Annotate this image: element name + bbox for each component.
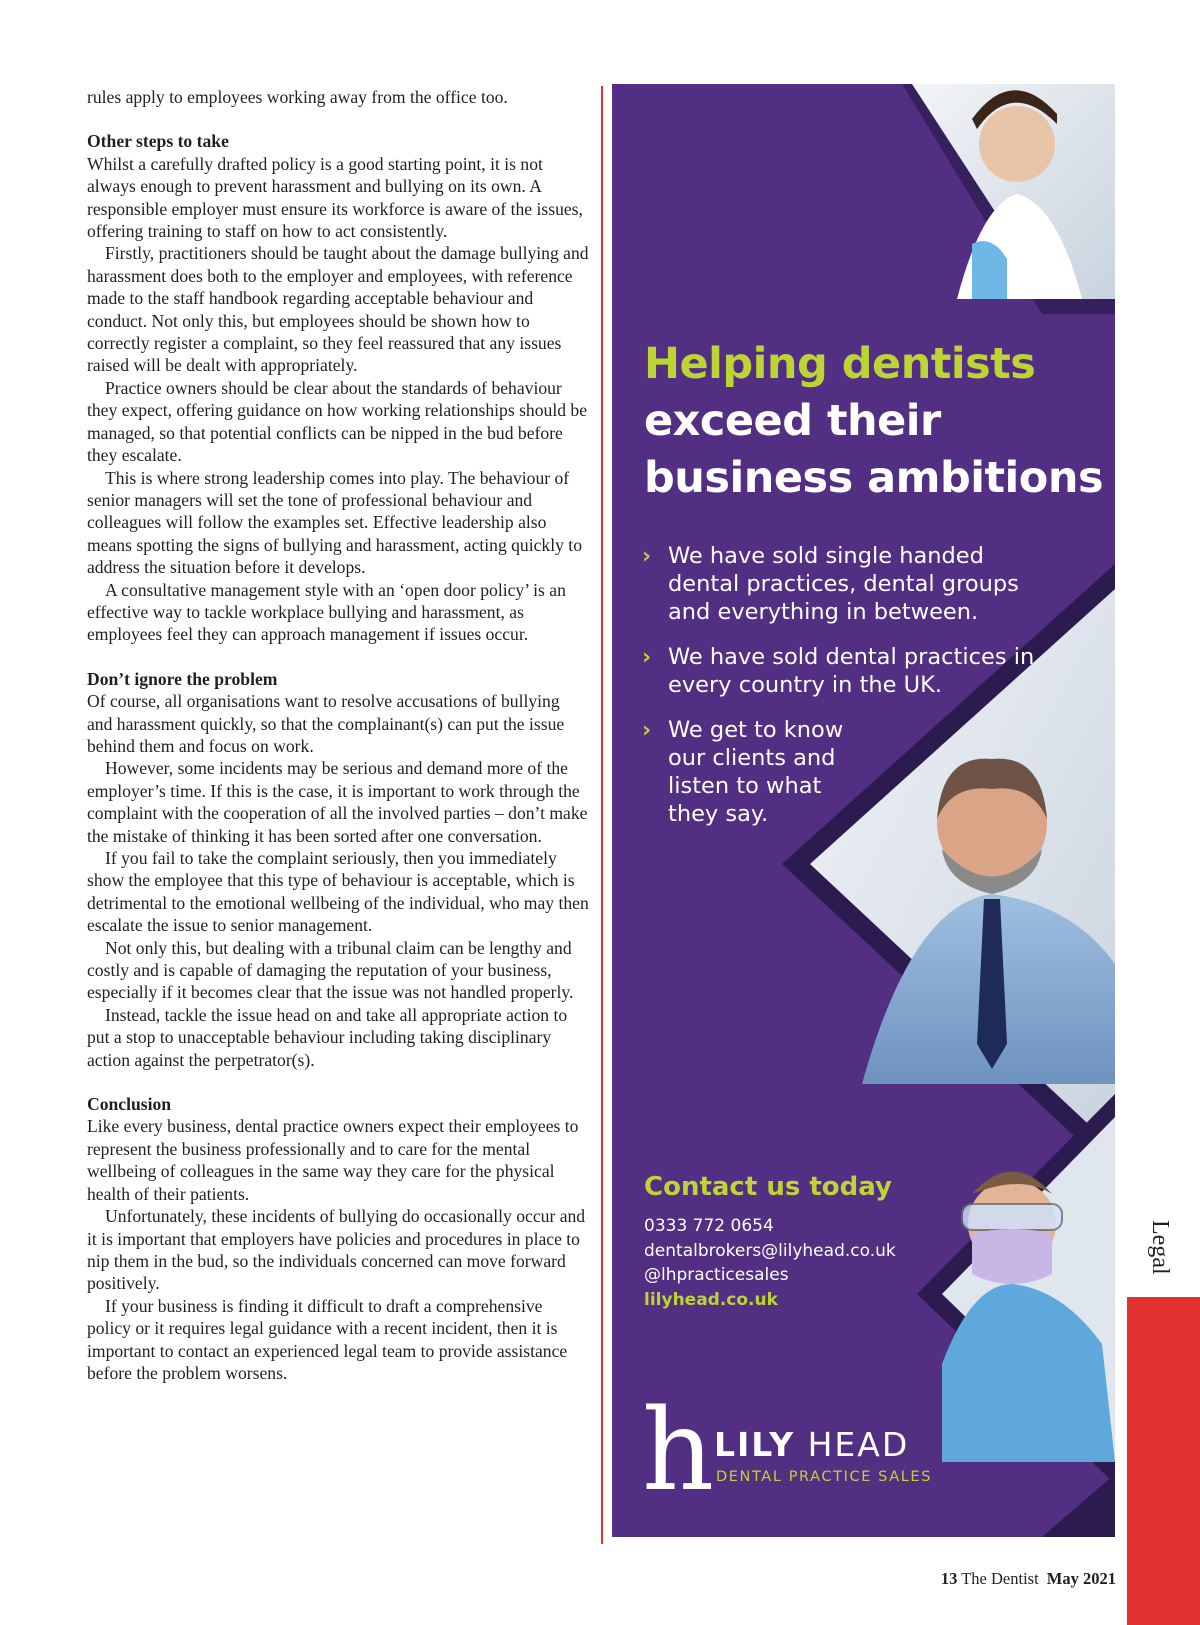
headline-line-2: exceed their	[644, 396, 941, 446]
bullet-text: We get to know our clients and listen to what they say.	[668, 717, 844, 827]
phone-number[interactable]: 0333 772 0654	[644, 1216, 774, 1236]
website-link[interactable]: lilyhead.co.uk	[644, 1289, 778, 1310]
face-mask	[972, 1229, 1052, 1284]
social-handle[interactable]: @lhpracticesales	[644, 1265, 789, 1285]
logo-brand-name: LILY HEAD	[714, 1425, 910, 1464]
paragraph: A consultative management style with an ‘open door policy’ is an effective way to tackle workplace bullying and harassment, as employees feel they can approach management if issues occur.	[87, 579, 566, 645]
bullet-item	[642, 643, 1042, 699]
bullet-item	[642, 716, 877, 828]
paragraph: Practice owners should be clear about the standards of behaviour they expect, offering guidance on how working relationships should be managed, so that potential conflicts can be nipped in the bud before they escalate.	[87, 377, 588, 466]
section-label: Legal	[1147, 1220, 1173, 1275]
paragraph: Like every business, dental practice owners expect their employees to represent the business professionally and to care for the mental wellbeing of colleagues in the same way they care for the physical health of their patients.	[87, 1116, 579, 1204]
paragraph: Of course, all organisations want to resolve accusations of bullying and harassment quickly, so that the complainant(s) can put the issue behind them and focus on work.	[87, 691, 565, 756]
dentist-face-top	[979, 106, 1055, 182]
paragraph: Unfortunately, these incidents of bullying do occasionally occur and it is important that employers have policies and procedures in place to nip them in the bud, so the individuals concerned can move forward positively.	[87, 1206, 586, 1294]
advert-bullet-list	[642, 542, 1042, 845]
bullet-item	[642, 542, 1042, 626]
contact-details	[644, 1214, 896, 1312]
intro-paragraph: rules apply to employees working away from the office too.	[87, 87, 508, 107]
advert-headline	[644, 336, 1104, 507]
logo-h-mark	[642, 1399, 714, 1499]
contact-heading: Contact us today	[644, 1172, 892, 1202]
section-heading-conclusion: Conclusion	[87, 1094, 172, 1115]
paragraph: Instead, tackle the issue head on and take all appropriate action to put a stop to unacceptable behaviour including taking disciplinary action against the perpetrator(s).	[87, 1004, 568, 1070]
paragraph: Whilst a carefully drafted policy is a good starting point, it is not always enough to prevent harassment and bullying on its own. A responsible employer must ensure its workforce is aware of the issues, offering training to staff on how to act consistently.	[87, 153, 583, 242]
lily-head-logo	[642, 1399, 962, 1509]
page-number: 13	[940, 1569, 958, 1588]
page-footer	[890, 1569, 1116, 1589]
publication-name: The Dentist	[961, 1569, 1039, 1588]
column-divider	[601, 86, 603, 1544]
headline-line-1: Helping dentists	[644, 339, 1036, 389]
paragraph: This is where strong leadership comes into play. The behaviour of senior managers will set the tone of professional behaviour and colleagues will follow the examples set. Effective leadership also means spotting the signs of bullying and harassment, acting quickly to address the situation before it develops.	[87, 467, 582, 578]
email-address[interactable]: dentalbrokers@lilyhead.co.uk	[644, 1240, 896, 1261]
headline-line-3: business ambitions	[644, 453, 1104, 503]
section-heading-other-steps: Other steps to take	[87, 131, 229, 152]
logo-tagline: DENTAL PRACTICE SALES	[716, 1469, 932, 1485]
issue-date: May 2021	[1046, 1569, 1116, 1588]
chevron-right-icon: ›	[642, 544, 652, 569]
paragraph: Not only this, but dealing with a tribunal claim can be lengthy and costly and is capable of damaging the reputation of your business, especially if it becomes clear that the issue was not handled properly.	[87, 937, 574, 1003]
paragraph: Firstly, practitioners should be taught about the damage bullying and harassment does both to the employer and employees, with reference made to the staff handbook regarding acceptable behaviour and conduct. Not only this, but employees should be shown how to correctly register a complaint, so they feel reassured that any issues raised will be dealt with appropriately.	[87, 243, 589, 376]
paragraph: However, some incidents may be serious and demand more of the employer’s time. If this is the case, it is important to work through the complaint with the cooperation of all the involved parties – don’t make the mistake of thinking it has been sorted after one conversation.	[87, 758, 588, 846]
svg-text:h: h	[642, 1399, 714, 1499]
section-tab	[1127, 1297, 1200, 1625]
section-heading-dont-ignore: Don’t ignore the problem	[87, 668, 278, 689]
paragraph: If you fail to take the complaint seriously, then you immediately show the employee that this type of behaviour is acceptable, which is detrimental to the emotional wellbeing of the individual, who may then escalate the issue to senior management.	[87, 848, 589, 936]
lily-head-advert	[612, 84, 1115, 1537]
bullet-text: We have sold single handed dental practices, dental groups and everything in between.	[668, 543, 1019, 625]
bullet-text: We have sold dental practices in every country in the UK.	[668, 644, 1035, 698]
article-column	[87, 86, 589, 1384]
paragraph: If your business is finding it difficult to draft a comprehensive policy or it requires legal guidance with a recent incident, then it is important to contact an experienced legal team to provide assistance before the problem worsens.	[87, 1295, 568, 1383]
chevron-right-icon: ›	[642, 645, 652, 670]
chevron-right-icon: ›	[642, 718, 652, 743]
